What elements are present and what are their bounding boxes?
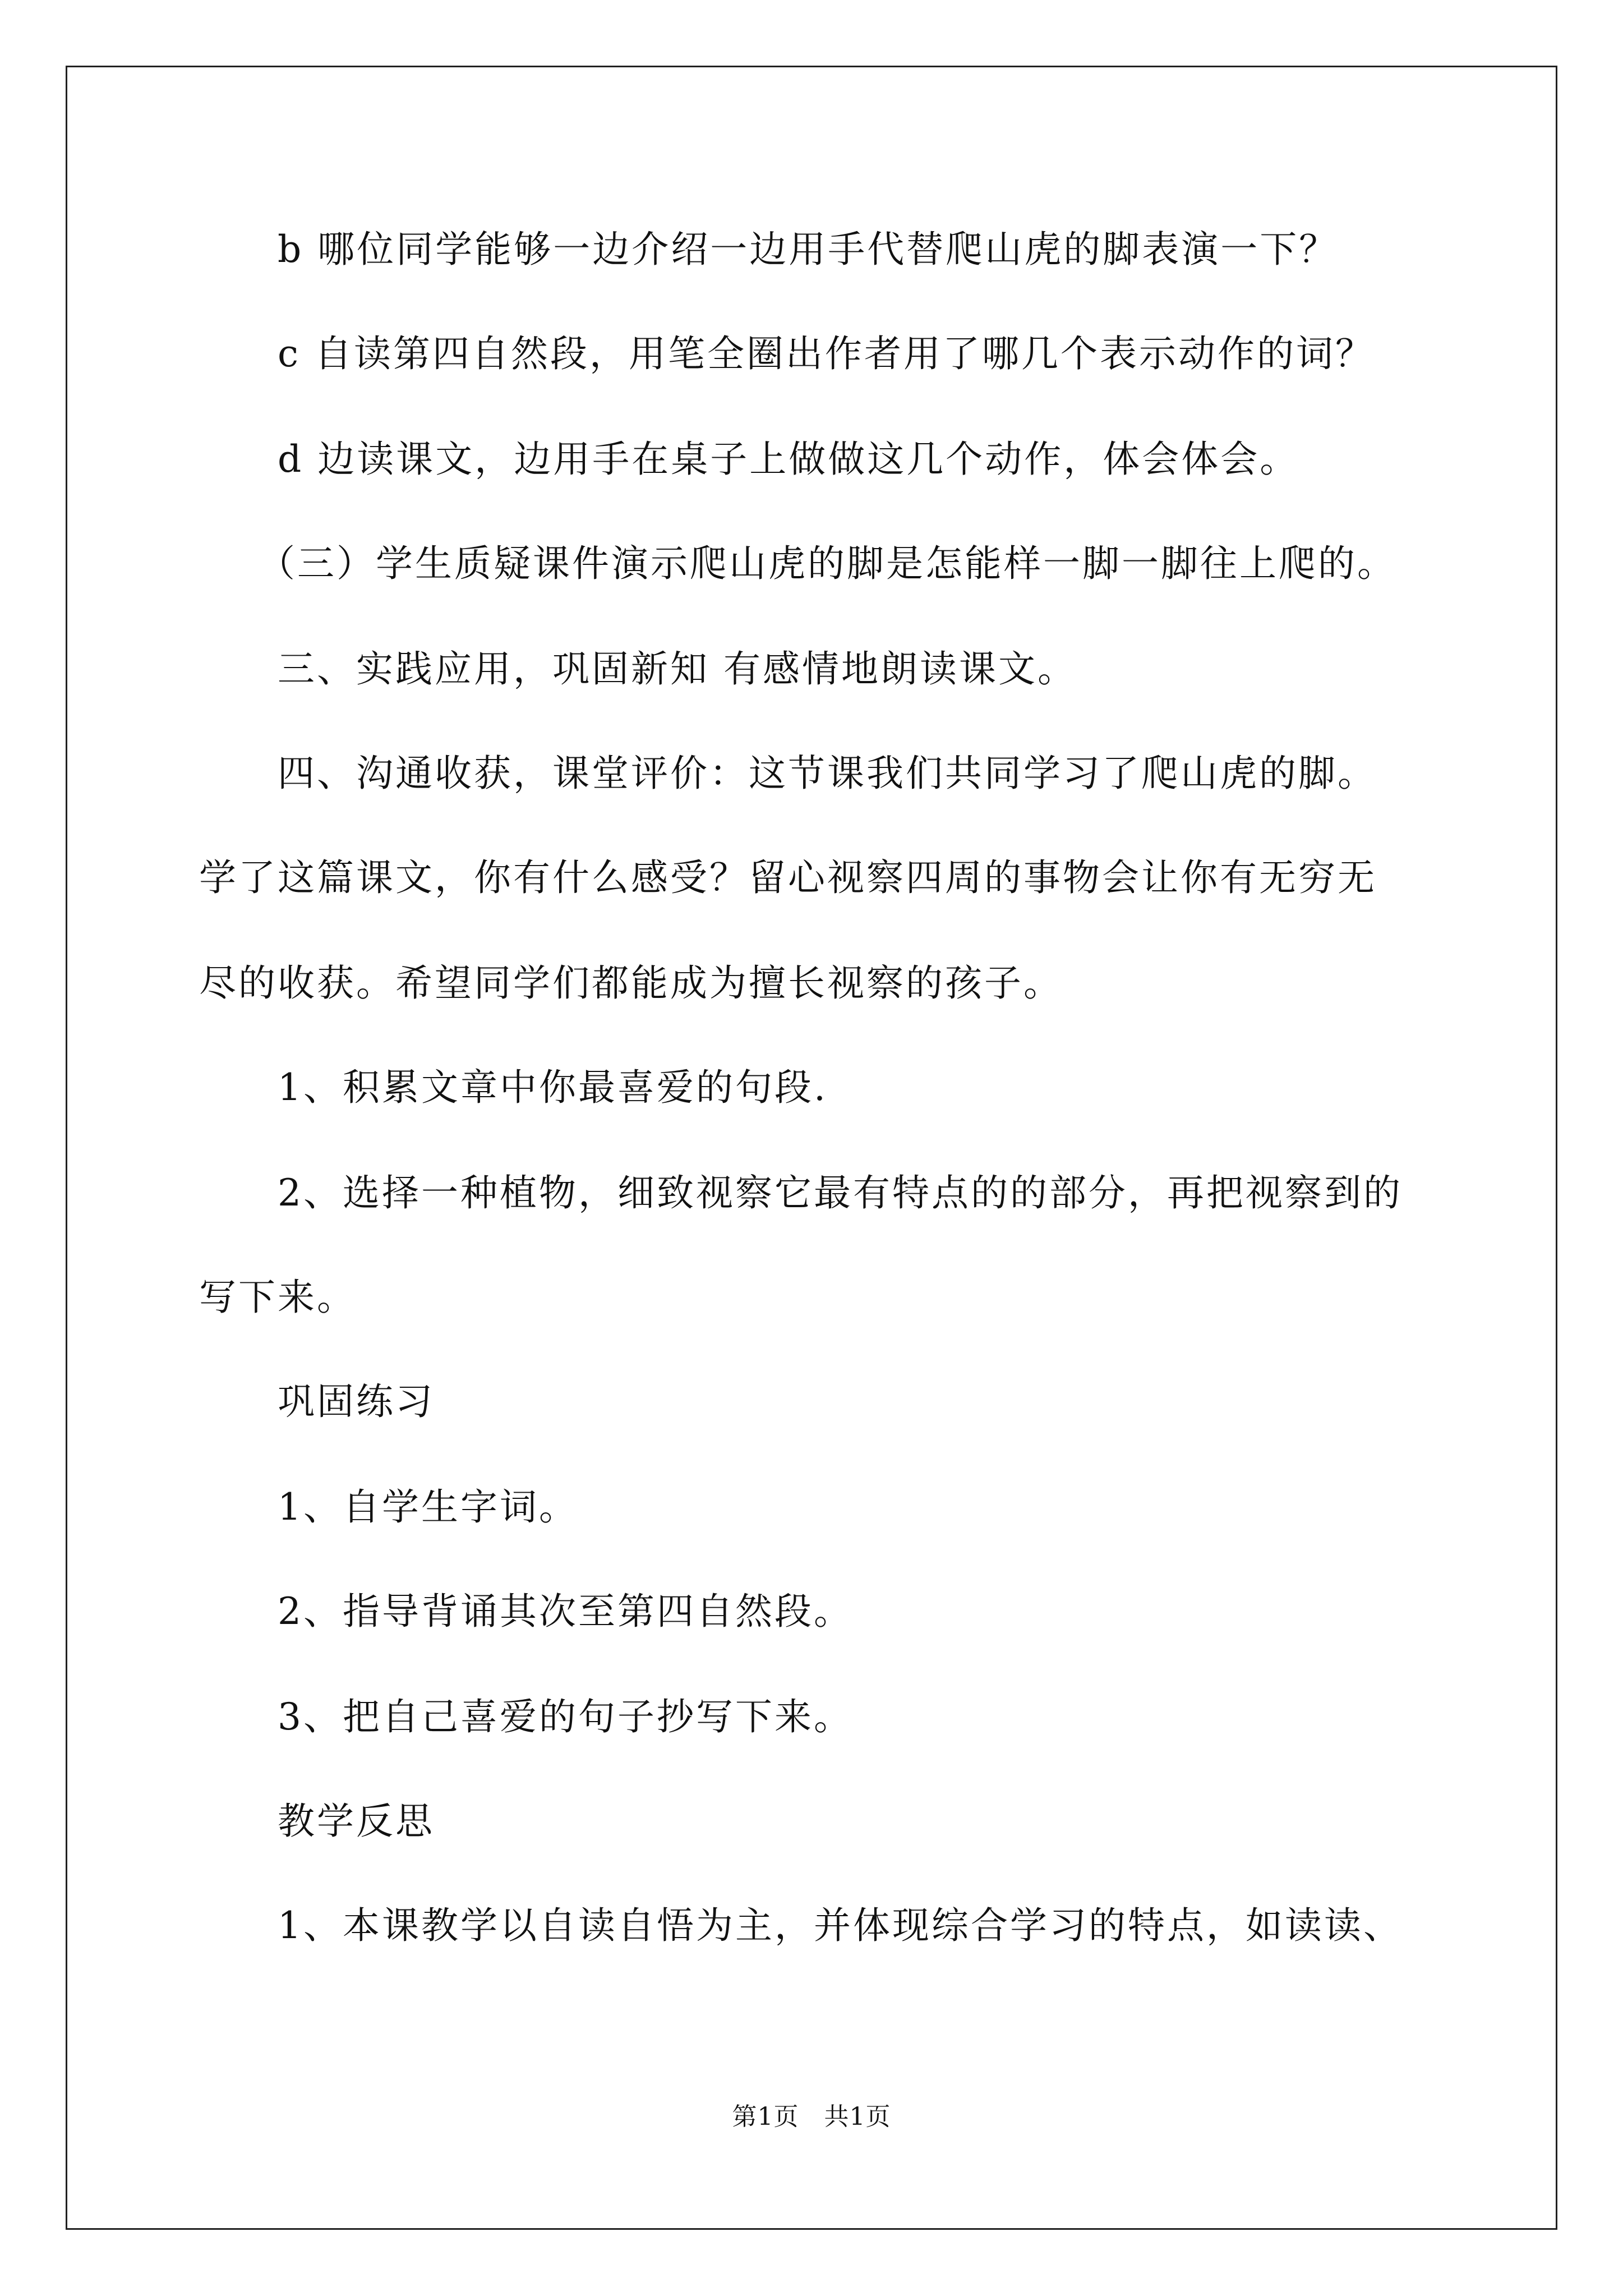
- paragraph-line: 写下来。: [199, 1276, 356, 1319]
- paragraph-line: 尽的收获。希望同学们都能成为擅长视察的孩子。: [199, 961, 1063, 1005]
- list-item: 1、自学生字词。: [278, 1485, 578, 1529]
- paragraph-line: （三）学生质疑课件演示爬山虎的脚是怎能样一脚一脚往上爬的。: [258, 542, 1396, 585]
- paragraph-line: c 自读第四自然段，用笔全圈出作者用了哪几个表示动作的词？: [278, 332, 1375, 375]
- list-item: 2、选择一种植物，细致视察它最有特点的的部分，再把视察到的: [278, 1171, 1403, 1214]
- section-heading: 教学反思: [278, 1800, 435, 1843]
- paragraph-line: d 边读课文，边用手在桌子上做做这几个动作，体会体会。: [278, 438, 1299, 481]
- list-item: 1、本课教学以自读自悟为主，并体现综合学习的特点，如读读、: [278, 1904, 1403, 1947]
- section-heading: 巩固练习: [278, 1380, 435, 1423]
- paragraph-line: b 哪位同学能够一边介绍一边用手代替爬山虎的脚表演一下？: [278, 228, 1339, 271]
- paragraph-line: 学了这篇课文，你有什么感受？留心视察四周的事物会让你有无穷无: [199, 856, 1377, 899]
- list-item: 3、把自己喜爱的句子抄写下来。: [278, 1695, 853, 1738]
- list-item: 2、指导背诵其次至第四自然段。: [278, 1590, 853, 1633]
- paragraph-line: 四、沟通收获，课堂评价：这节课我们共同学习了爬山虎的脚。: [278, 752, 1377, 795]
- page-footer: 第1页 共1页: [732, 2102, 891, 2131]
- list-item: 1、积累文章中你最喜爱的句段.: [278, 1066, 828, 1109]
- paragraph-line: 三、实践应用，巩固新知 有感情地朗读课文。: [278, 647, 1077, 691]
